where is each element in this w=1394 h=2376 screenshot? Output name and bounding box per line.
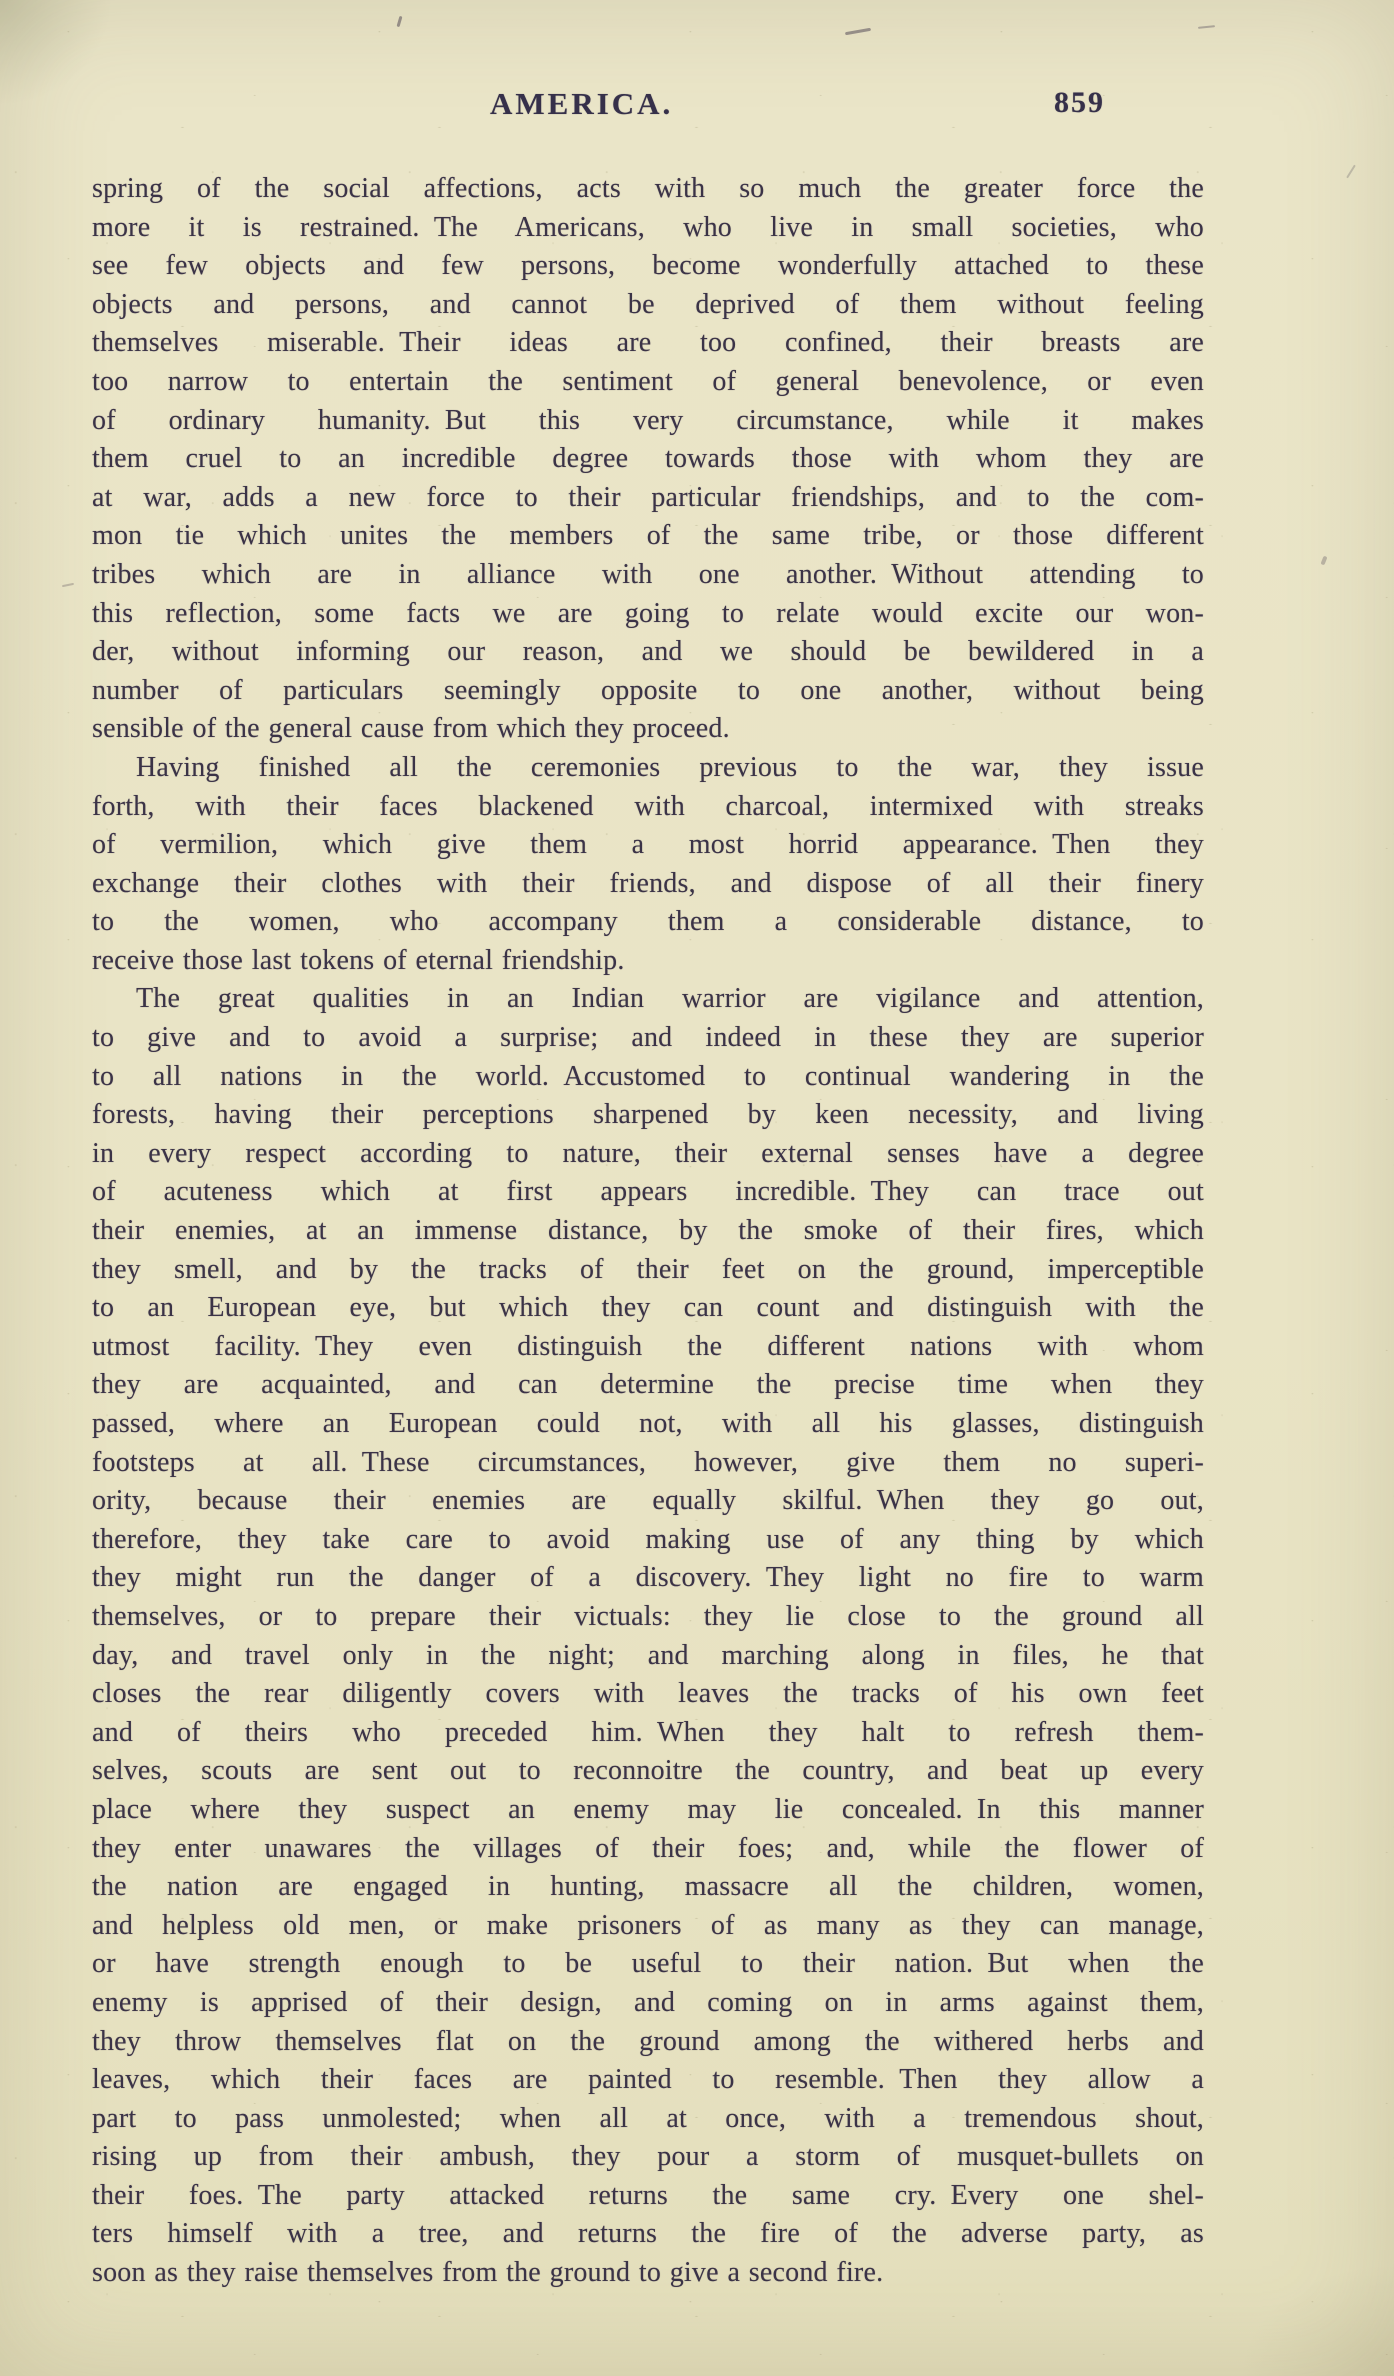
text-line: they enter unawares the villages of their foes; and, while the flower of (92, 1832, 1204, 1864)
text-line: at war, adds a new force to their particular friendships, and to the com- (92, 481, 1204, 513)
text-line: and helpless old men, or make prisoners of as many as they can manage, (92, 1909, 1204, 1941)
text-line: objects and persons, and cannot be deprived of them without feeling (92, 288, 1204, 320)
text-line: to an European eye, but which they can count and distinguish with the (92, 1292, 1204, 1324)
text-line: utmost facility. They even distinguish the different nations with whom (92, 1330, 1204, 1362)
text-line: their enemies, at an immense distance, by the smoke of their fires, which (92, 1215, 1204, 1247)
text-line: they throw themselves flat on the ground among the withered herbs and (92, 2025, 1204, 2057)
text-line: leaves, which their faces are painted to resemble. Then they allow a (92, 2064, 1204, 2096)
text-line: number of particulars seemingly opposite to one another, without being (92, 674, 1204, 706)
text-line: the nation are engaged in hunting, massacre all the children, women, (92, 1871, 1204, 1903)
text-line: part to pass unmolested; when all at once, with a tremendous shout, (92, 2102, 1204, 2134)
running-head (0, 0, 1394, 140)
text-line: spring of the social affections, acts with so much the greater force the (92, 173, 1204, 204)
text-line: themselves, or to prepare their victuals: they lie close to the ground all (92, 1600, 1204, 1632)
text-line: to all nations in the world. Accustomed to continual wandering in the (92, 1060, 1204, 1092)
text-line: to the women, who accompany them a considerable distance, to (92, 906, 1204, 938)
page-title: AMERICA. (490, 86, 674, 121)
text-line: passed, where an European could not, with all his glasses, distinguish (92, 1408, 1204, 1439)
text-line: they might run the danger of a discovery. They light no fire to warm (92, 1562, 1204, 1594)
text-line: or have strength enough to be useful to their nation. But when the (92, 1948, 1204, 1980)
text-line: selves, scouts are sent out to reconnoitre the country, and beat up every (92, 1755, 1204, 1787)
stray-mark (62, 583, 74, 587)
text-line: receive those last tokens of eternal friendship. (92, 944, 625, 976)
text-line: their foes. The party attacked returns the same cry. Every one shel- (92, 2179, 1204, 2211)
text-line: and of theirs who preceded him. When they halt to refresh them- (92, 1716, 1204, 1748)
text-line: see few objects and few persons, become wonderfully attached to these (92, 250, 1204, 282)
text-line: of ordinary humanity. But this very circumstance, while it makes (92, 404, 1204, 436)
text-line: of acuteness which at first appears incredible. They can trace out (92, 1176, 1204, 1208)
text-line: more it is restrained. The Americans, who live in small societies, who (92, 211, 1204, 243)
stray-mark (1346, 165, 1356, 179)
text-line: in every respect according to nature, their external senses have a degree (92, 1137, 1204, 1169)
text-line: tribes which are in alliance with one another. Without attending to (92, 558, 1204, 590)
text-line: ority, because their enemies are equally skilful. When they go out, (92, 1485, 1204, 1517)
page-number: 859 (1054, 86, 1105, 119)
text-line: therefore, they take care to avoid making use of any thing by which (92, 1523, 1204, 1555)
text-line: ters himself with a tree, and returns the fire of the adverse party, as (92, 2218, 1204, 2250)
text-line: day, and travel only in the night; and marching along in files, he that (92, 1639, 1204, 1671)
text-line: The great qualities in an Indian warrior are vigilance and attention, (136, 983, 1204, 1015)
text-line: too narrow to entertain the sentiment of general benevolence, or even (92, 365, 1204, 397)
text-line: footsteps at all. These circumstances, however, give them no superi- (92, 1446, 1204, 1478)
text-line: enemy is apprised of their design, and coming on in arms against them, (92, 1986, 1204, 2018)
text-line: place where they suspect an enemy may lie concealed. In this manner (92, 1793, 1204, 1825)
text-line: mon tie which unites the members of the same tribe, or those different (92, 520, 1204, 552)
text-line: to give and to avoid a surprise; and indeed in these they are superior (92, 1022, 1204, 1054)
text-line: this reflection, some facts we are going to relate would excite our won- (92, 597, 1204, 629)
text-line: they are acquainted, and can determine the precise time when they (92, 1369, 1204, 1401)
text-line: rising up from their ambush, they pour a storm of musquet-bullets on (92, 2141, 1204, 2173)
text-line: forests, having their perceptions sharpened by keen necessity, and living (92, 1099, 1204, 1131)
text-line: of vermilion, which give them a most horrid appearance. Then they (92, 829, 1204, 861)
text-line: closes the rear diligently covers with leaves the tracks of his own feet (92, 1678, 1204, 1710)
text-line: der, without informing our reason, and we should be bewildered in a (92, 636, 1204, 668)
text-line: forth, with their faces blackened with charcoal, intermixed with streaks (92, 790, 1204, 822)
text-line: exchange their clothes with their friends, and dispose of all their finery (92, 867, 1204, 899)
text-line: Having finished all the ceremonies previous to the war, they issue (136, 751, 1204, 783)
text-line: themselves miserable. Their ideas are too confined, their breasts are (92, 327, 1204, 359)
text-line: they smell, and by the tracks of their feet on the ground, imperceptible (92, 1253, 1204, 1285)
text-line: sensible of the general cause from which they proceed. (92, 713, 730, 745)
body-text (92, 170, 1204, 2293)
text-line: soon as they raise themselves from the ground to give a second fire. (92, 2257, 884, 2289)
stray-mark (1320, 556, 1327, 566)
text-line: them cruel to an incredible degree towards those with whom they are (92, 443, 1204, 475)
